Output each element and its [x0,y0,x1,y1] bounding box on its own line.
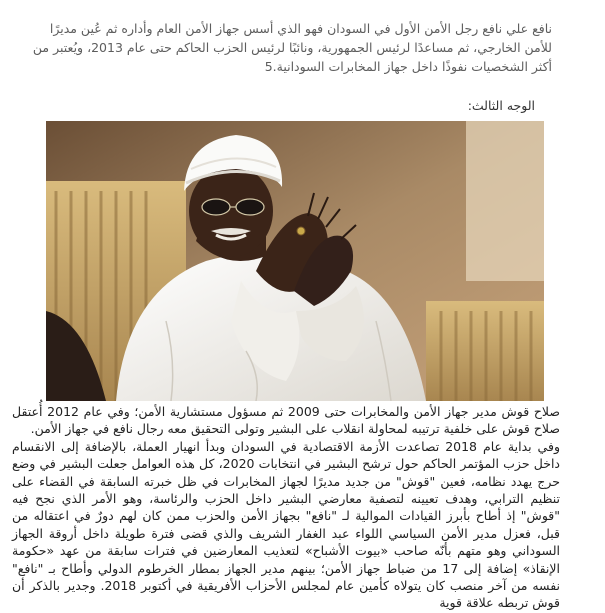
intro-paragraph: نافع علي نافع رجل الأمن الأول في السودان فهو الذي أسس جهاز الأمن العام وأداره ثم عُين مديرًا للأمن الخارجي، ثم مساعدًا لرئيس الجمهورية، ونائبًا لرئيس الحزب الحاكم حتى عام 2013، ويُعتبر من أكثر الشخصيات نفوذًا داخل جهاز المخابرات السودانية.5 [32,20,552,74]
body-paragraph: صلاح قوش مدير جهاز الأمن والمخابرات حتى 2009 ثم مسؤول مستشارية الأمن؛ وفي عام 2012 أُعتقل صلاح قوش على خلفية ترتيبه لمحاولة انقلاب على البشير وتولى التحقيق معه رجال نافع في جهاز الأمن. [12,404,560,437]
section-label: الوجه الثالث: [467,98,535,113]
portrait-photo [46,121,544,401]
body-paragraph: وفي بداية عام 2018 تصاعدت الأزمة الاقتصادية في السودان وبدأ انهيار العملة، بالإضافة إلى الانقسام داخل حزب المؤتمر الحاكم حول ترشح البشير في انتخابات 2020، كل هذه العوامل جعلت البشير في وضع حرج يهدد نظامه، فعين "قوش" من جديد مديرًا لجهاز المخابرات في ظل خبرته السابقة في القضاء على تنظيم الترابي، وهدف تعيينه لتصفية معارضي البشير داخل الحزب والرئاسة، وهو الأمر الذي نجح فيه "قوش" إذ أطاح بأبرز القيادات الموالية لـ "نافع" بجهاز الأمن والحزب ممن كان لهم دورٌ في اعتقاله من قبل، فعزل مدير الأمن السياسي اللواء عبد الغفار الشريف والذي قضى فترة طويلة داخل أروقة الجهاز السوداني وهو متهم بأنّه صاحب «بيوت الأشباح» لتعذيب المعارضين في فترات سابقة من عهد «حكومة الإنقاذ» إضافة إلى 17 من ضباط جهاز الأمن؛ بينهم مدير الجهاز بمطار الخرطوم الدولي وأطاح بـ "نافع" نفسه من آخر منصب كان يتولاه كأمين عام لمجلس الأحزاب الأفريقية في أكتوبر 2018. وجدير بالذكر أن قوش تربطه علاقة قوية [12,438,560,611]
body-text [12,403,560,612]
